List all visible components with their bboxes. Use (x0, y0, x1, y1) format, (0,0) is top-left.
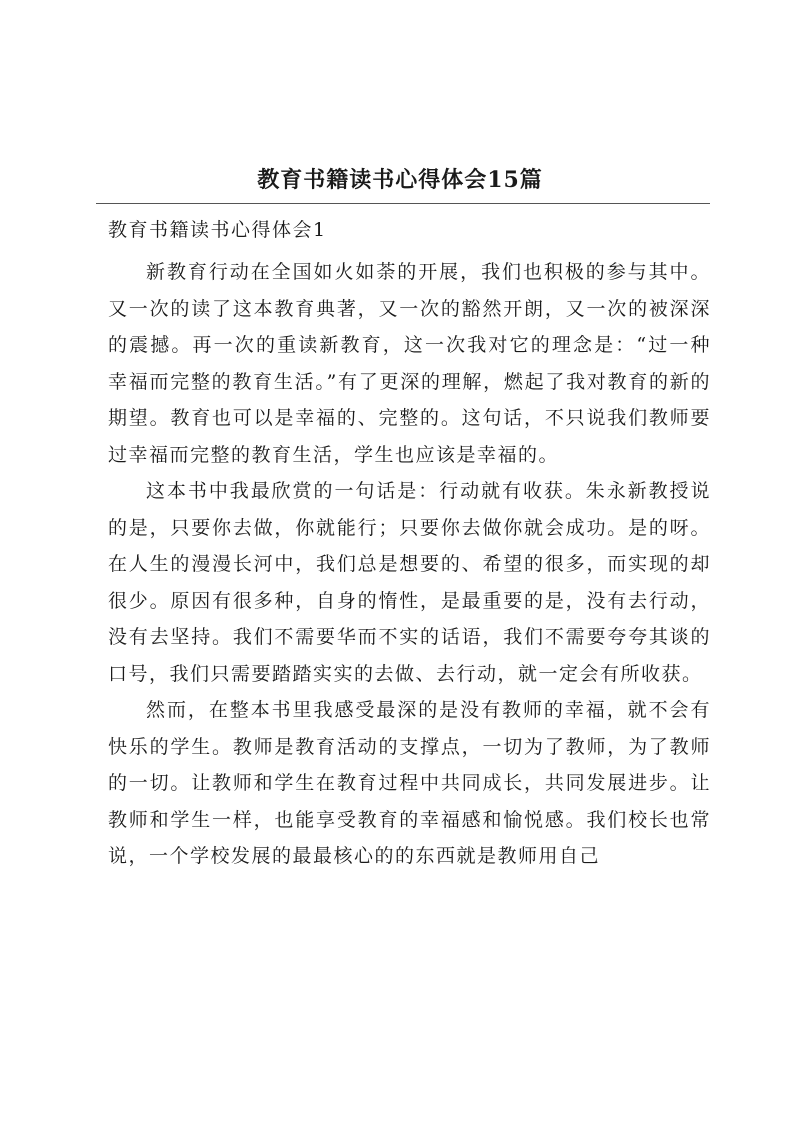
paragraph-1: 新教育行动在全国如火如荼的开展，我们也积极的参与其中。又一次的读了这本教育典著，又一次的豁然开朗，又一次的被深深的震撼。再一次的重读新教育，这一次我对它的理念是：“过一种幸福而完整的教育生活。”有了更深的理解，燃起了我对教育的新的期望。教育也可以是幸福的、完整的。这句话，不只说我们教师要过幸福而完整的教育生活，学生也应该是幸福的。 (108, 261, 711, 466)
title-divider (96, 203, 710, 204)
paragraph-2: 这本书中我最欣赏的一句话是：行动就有收获。朱永新教授说的是，只要你去做，你就能行；只要你去做你就会成功。是的呀。在人生的漫漫长河中，我们总是想要的、希望的很多，而实现的却很少。原因有很多种，自身的惰性，是最重要的是，没有去行动，没有去坚持。我们不需要华而不实的话语，我们不需要夸夸其谈的口号，我们只需要踏踏实实的去做、去行动，就一定会有所收获。 (108, 480, 711, 685)
body-text (108, 254, 711, 875)
document-title: 教育书籍读书心得体会15篇 (257, 167, 543, 193)
paragraph-3: 然而，在整本书里我感受最深的是没有教师的幸福，就不会有快乐的学生。教师是教育活动的支撑点，一切为了教师，为了教师的一切。让教师和学生在教育过程中共同成长，共同发展进步。让教师和学生一样，也能享受教育的幸福感和愉悦感。我们校长也常说，一个学校发展的最最核心的的东西就是教师用自己 (108, 699, 711, 867)
section-heading: 教育书籍读书心得体会1 (108, 219, 327, 241)
